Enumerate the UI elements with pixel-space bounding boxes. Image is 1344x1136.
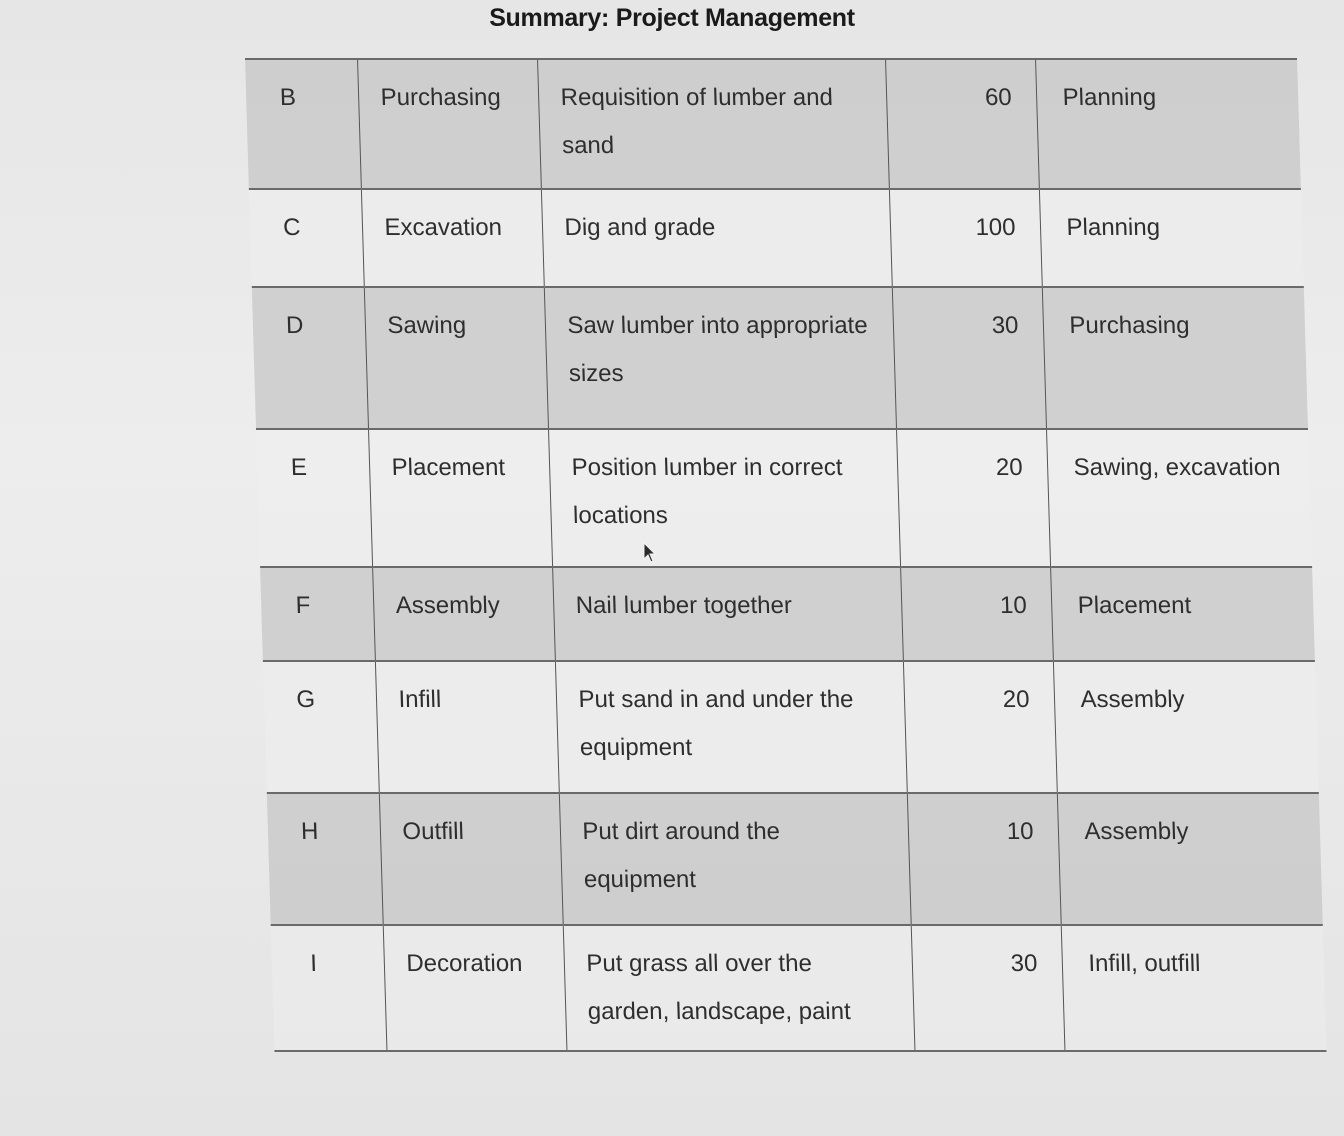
activity-id: H: [267, 793, 383, 925]
table-row: [271, 925, 1327, 1051]
activity-description: Put grass all over the garden, landscape, paint: [563, 925, 915, 1051]
activity-name: Placement: [368, 429, 552, 567]
activity-name: Excavation: [361, 189, 544, 287]
activity-id: B: [245, 59, 361, 189]
table-row: [263, 661, 1319, 793]
activity-duration: 10: [900, 567, 1053, 661]
activity-duration: 10: [907, 793, 1061, 925]
activity-id: E: [256, 429, 372, 567]
activity-predecessor: Assembly: [1053, 661, 1319, 793]
activity-id: G: [263, 661, 379, 793]
table-row: [252, 287, 1308, 429]
activity-predecessor: Planning: [1035, 59, 1301, 189]
activity-name: Assembly: [372, 567, 555, 661]
activity-duration: 30: [911, 925, 1065, 1051]
activity-duration: 20: [896, 429, 1050, 567]
activity-id: F: [260, 567, 375, 661]
activity-description: Requisition of lumber and sand: [537, 59, 889, 189]
activity-predecessor: Infill, outfill: [1061, 925, 1327, 1051]
activity-name: Sawing: [364, 287, 548, 429]
activity-description: Saw lumber into appropriate sizes: [544, 287, 896, 429]
activity-duration: 100: [889, 189, 1042, 287]
table-row: [249, 189, 1304, 287]
activity-predecessor: Planning: [1039, 189, 1304, 287]
activity-name: Decoration: [383, 925, 567, 1051]
activity-predecessor: Placement: [1050, 567, 1315, 661]
table-row: [245, 59, 1301, 189]
activity-table: [245, 58, 1327, 1052]
table-row: [256, 429, 1312, 567]
activity-name: Purchasing: [357, 59, 541, 189]
activity-duration: 20: [903, 661, 1057, 793]
table-row: [260, 567, 1315, 661]
mouse-pointer-icon: [643, 542, 657, 564]
activity-id: I: [271, 925, 387, 1051]
activity-description: Put dirt around the equipment: [559, 793, 911, 925]
table-row: [267, 793, 1323, 925]
activity-description: Nail lumber together: [552, 567, 903, 661]
activity-id: C: [249, 189, 364, 287]
activity-duration: 60: [885, 59, 1039, 189]
activity-duration: 30: [892, 287, 1046, 429]
activity-description: Put sand in and under the equipment: [555, 661, 907, 793]
activity-predecessor: Assembly: [1057, 793, 1323, 925]
activity-description: Position lumber in correct locations: [548, 429, 900, 567]
activity-predecessor: Purchasing: [1042, 287, 1308, 429]
activity-predecessor: Sawing, excavation: [1046, 429, 1312, 567]
activity-table-container: [245, 58, 1326, 1050]
activity-name: Outfill: [379, 793, 563, 925]
activity-description: Dig and grade: [541, 189, 892, 287]
activity-name: Infill: [375, 661, 559, 793]
page-title: Summary: Project Management: [489, 4, 855, 32]
activity-id: D: [252, 287, 368, 429]
